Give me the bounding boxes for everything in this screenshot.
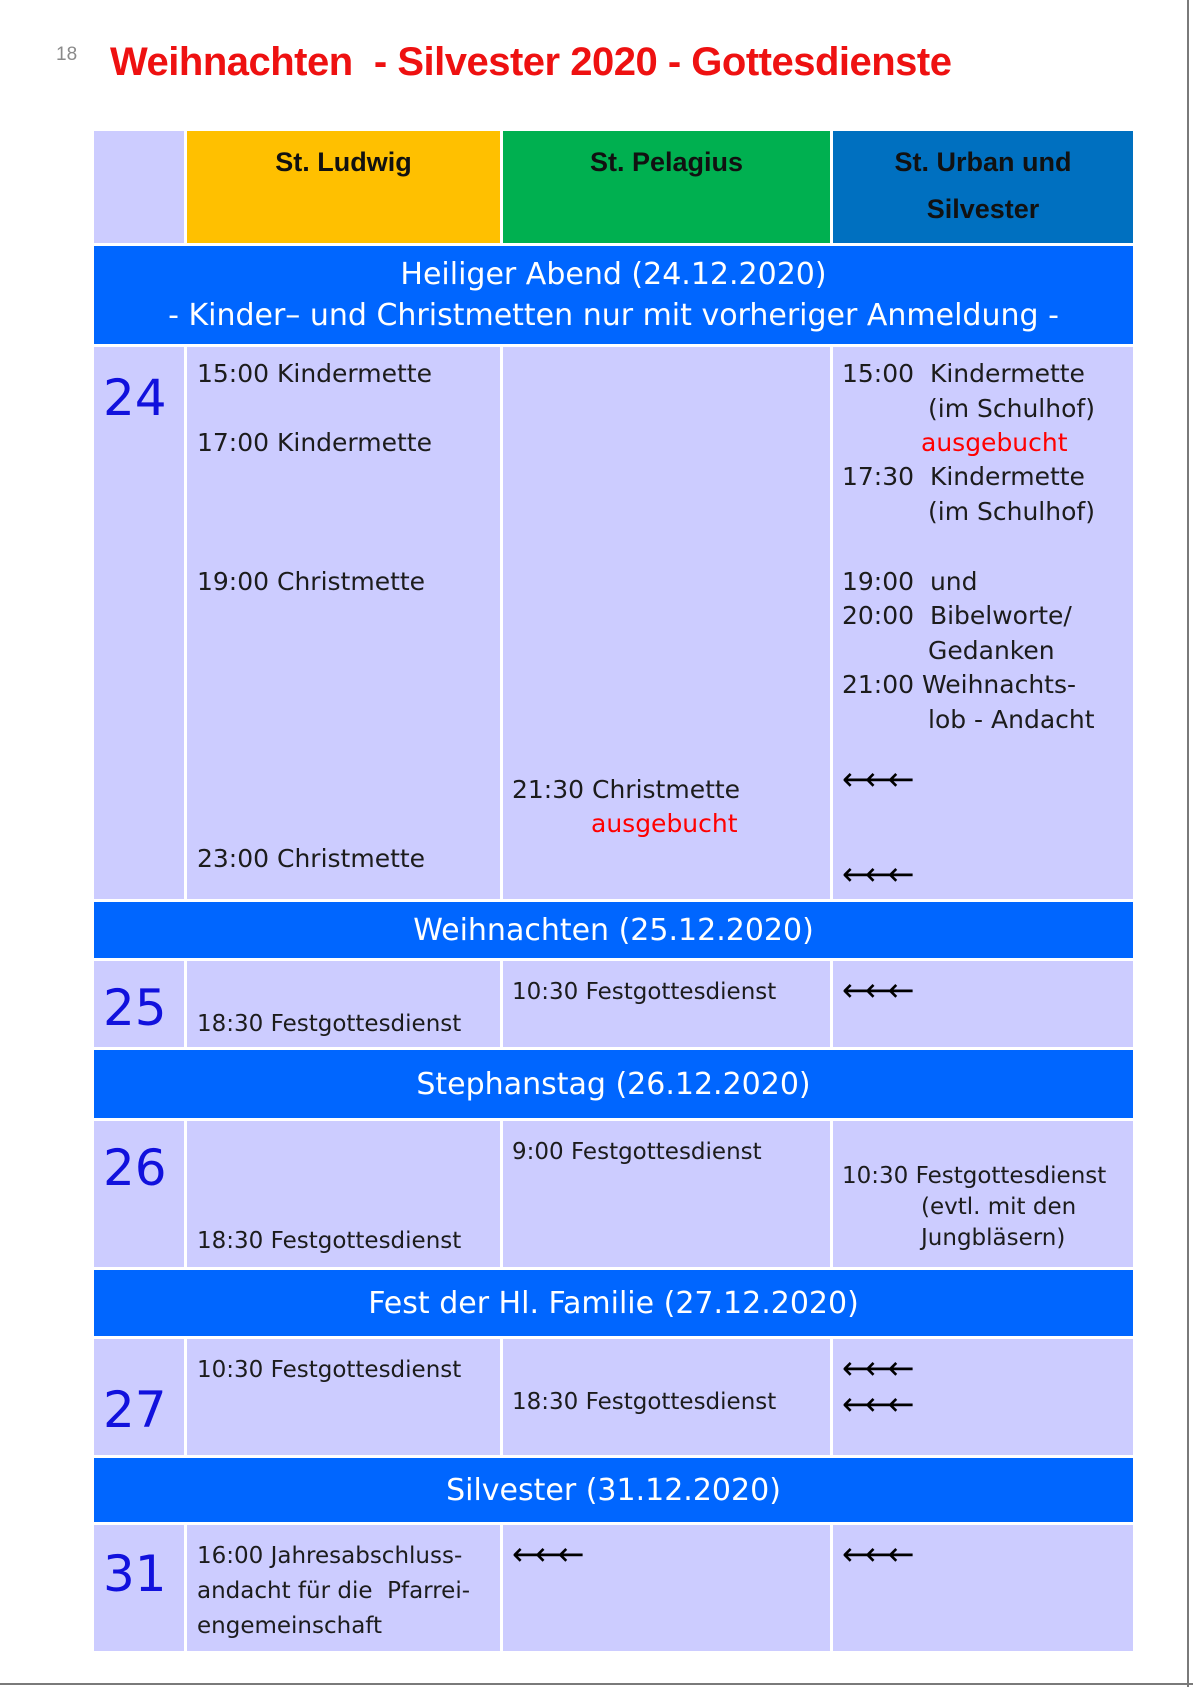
service-entry: 15:00 Kindermette	[197, 359, 432, 388]
day-number: 25	[103, 979, 167, 1037]
page-title: Weihnachten - Silvester 2020 - Gottesdienste	[110, 40, 952, 84]
column-header-st-ludwig	[187, 131, 500, 243]
day-number: 24	[103, 369, 167, 427]
column-header-label: St. Pelagius	[589, 147, 744, 177]
st-urban-27-cell	[833, 1339, 1133, 1455]
st-ludwig-25-cell	[187, 961, 500, 1047]
service-entry: 9:00 Festgottesdienst	[512, 1139, 762, 1165]
section-header-weihnachten	[94, 902, 1133, 958]
service-entry: engemeinschaft	[197, 1613, 383, 1639]
service-entry: 19:00 Christmette	[197, 567, 426, 596]
section-title: Silvester (31.12.2020)	[446, 1472, 781, 1508]
same-as-left-arrow-icon: ←←←	[842, 855, 911, 893]
service-entry-detail: Jungbläsern)	[921, 1225, 1066, 1251]
header-corner-cell	[94, 131, 184, 243]
st-pelagius-24-cell	[503, 347, 830, 899]
page-number: 18	[56, 44, 78, 65]
page-frame-right	[1187, 0, 1189, 1687]
service-entry: 10:30 Festgottesdienst	[842, 1163, 1107, 1189]
column-header-line: Silvester	[926, 194, 1040, 224]
section-header-heiliger-abend	[94, 246, 1133, 344]
day-cell-31	[94, 1525, 184, 1651]
st-pelagius-26-cell	[503, 1121, 830, 1267]
service-entry: 16:00 Jahresabschluss-	[197, 1543, 463, 1569]
same-as-left-arrow-icon: ←←←	[842, 971, 911, 1009]
same-as-left-arrow-icon: ←←←	[842, 760, 911, 798]
service-entry-detail: (evtl. mit den	[921, 1194, 1077, 1220]
column-header-st-urban	[833, 131, 1133, 243]
booked-out-note: ausgebucht	[921, 428, 1068, 457]
st-ludwig-27-cell	[187, 1339, 500, 1455]
service-entry: 17:30 Kindermette	[842, 462, 1085, 491]
section-header-stephanstag	[94, 1050, 1133, 1118]
section-title: Weihnachten (25.12.2020)	[413, 912, 814, 948]
service-entry: 23:00 Christmette	[197, 844, 426, 873]
service-entry: 18:30 Festgottesdienst	[512, 1389, 777, 1415]
service-entry: 19:00 und	[842, 567, 978, 596]
section-title: Stephanstag (26.12.2020)	[416, 1066, 811, 1102]
column-header-st-pelagius	[503, 131, 830, 243]
st-urban-31-cell	[833, 1525, 1133, 1651]
service-entry: 15:00 Kindermette	[842, 359, 1085, 388]
service-entry: 10:30 Festgottesdienst	[512, 979, 777, 1005]
same-as-left-arrow-icon: ←←←	[842, 1535, 911, 1573]
day-cell-24	[94, 347, 184, 899]
day-cell-26	[94, 1121, 184, 1267]
service-entry: 21:30 Christmette	[512, 775, 741, 804]
st-urban-26-cell	[833, 1121, 1133, 1267]
section-note: - Kinder– und Christmetten nur mit vorheriger Anmeldung -	[168, 298, 1059, 333]
st-ludwig-24-cell	[187, 347, 500, 899]
same-as-left-arrow-icon: ←←←	[512, 1535, 581, 1573]
section-header-fest-der-hl-familie	[94, 1270, 1133, 1336]
service-schedule-table	[94, 131, 1130, 1651]
same-as-left-arrow-icon: ←←←	[842, 1349, 911, 1387]
column-header-line: St. Urban und	[894, 147, 1072, 177]
service-entry: 21:00 Weihnachts-	[842, 670, 1077, 699]
section-title: Fest der Hl. Familie (27.12.2020)	[368, 1285, 859, 1321]
st-pelagius-27-cell	[503, 1339, 830, 1455]
day-number: 27	[103, 1381, 167, 1439]
day-number: 26	[103, 1139, 167, 1197]
column-header-label: St. Ludwig	[275, 147, 412, 177]
section-title: Heiliger Abend (24.12.2020)	[400, 257, 827, 292]
st-pelagius-31-cell	[503, 1525, 830, 1651]
service-entry: andacht für die Pfarrei-	[197, 1578, 471, 1604]
service-entry-detail: (im Schulhof)	[928, 394, 1095, 423]
st-ludwig-26-cell	[187, 1121, 500, 1267]
st-urban-24-cell	[833, 347, 1133, 899]
same-as-left-arrow-icon: ←←←	[842, 1385, 911, 1423]
service-entry: 18:30 Festgottesdienst	[197, 1228, 462, 1254]
st-pelagius-25-cell	[503, 961, 830, 1047]
service-entry: 18:30 Festgottesdienst	[197, 1011, 462, 1037]
day-cell-27	[94, 1339, 184, 1455]
section-header-silvester	[94, 1458, 1133, 1522]
service-entry: 10:30 Festgottesdienst	[197, 1357, 462, 1383]
service-entry: 17:00 Kindermette	[197, 428, 432, 457]
day-number: 31	[103, 1545, 167, 1603]
st-ludwig-31-cell	[187, 1525, 500, 1651]
day-cell-25	[94, 961, 184, 1047]
st-urban-25-cell	[833, 961, 1133, 1047]
service-entry-detail: lob - Andacht	[928, 705, 1095, 734]
column-header-label	[895, 139, 1072, 233]
booked-out-note: ausgebucht	[591, 809, 738, 838]
service-entry-detail: Gedanken	[928, 636, 1055, 665]
page-frame-bottom	[0, 1683, 1193, 1685]
service-entry: 20:00 Bibelworte/	[842, 601, 1072, 630]
service-entry-detail: (im Schulhof)	[928, 497, 1095, 526]
